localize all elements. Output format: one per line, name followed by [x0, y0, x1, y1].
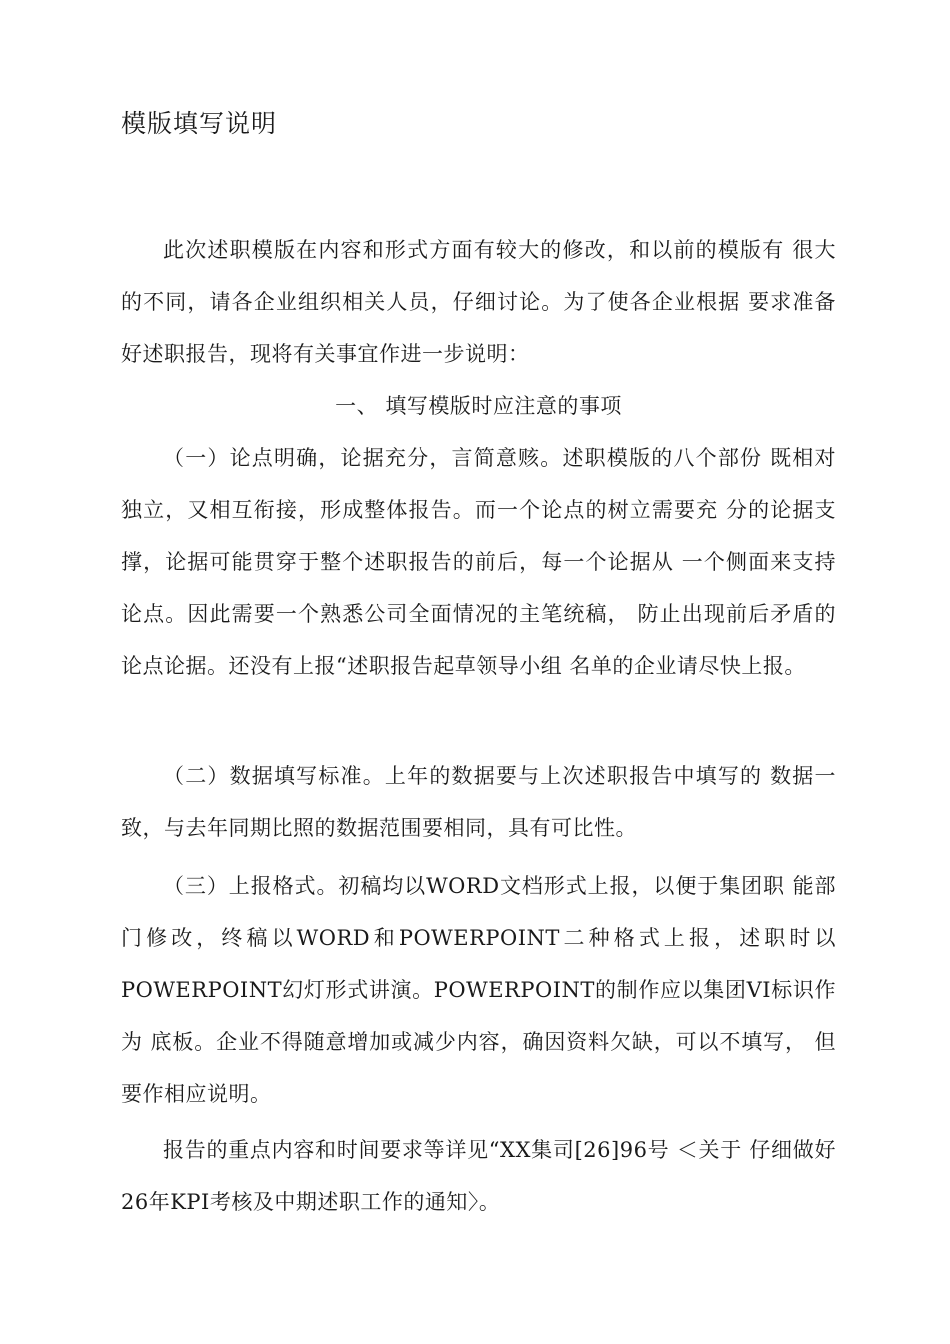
intro-paragraph: 此次述职模版在内容和形式方面有较大的修改，和以前的模版有 很大的不同，请各企业组织相关人员，仔细讨论。为了使各企业根据 要求准备好述职报告，现将有关事宜作进一步说明： [121, 238, 836, 366]
page-title: 模版填写说明 [121, 109, 278, 138]
item-paragraph-3: （三）上报格式。初稿均以WORD文档形式上报，以便于集团职 能部门修改，终稿以WORD和POWERPOINT二种格式上报，述职时以POWERPOINT幻灯形式讲演。POWERPOINT的制作应以集团VI标识作为 底板。企业不得随意增加或减少内容，确因资料欠缺，可以不填写， 但要作相应说明。 [121, 874, 836, 1106]
section-heading: 一、 填写模版时应注意的事项 [335, 394, 622, 418]
item-paragraph-2: （二）数据填写标准。上年的数据要与上次述职报告中填写的 数据一致，与去年同期比照的数据范围要相同，具有可比性。 [121, 764, 836, 840]
reference-paragraph: 报告的重点内容和时间要求等详见“XX集司[26]96号 ＜关于 仔细做好26年KPI考核及中期述职工作的通知〉。 [121, 1138, 836, 1214]
item-paragraph-1: （一）论点明确，论据充分，言简意赅。述职模版的八个部份 既相对独立，又相互衔接，形成整体报告。而一个论点的树立需要充 分的论据支撑，论据可能贯穿于整个述职报告的前后，每一个论据从 一个侧面来支持论点。因此需要一个熟悉公司全面情况的主笔统稿， 防止出现前后矛盾的论点论据。还没有上报“述职报告起草领导小组 名单的企业请尽快上报。 [121, 446, 836, 678]
